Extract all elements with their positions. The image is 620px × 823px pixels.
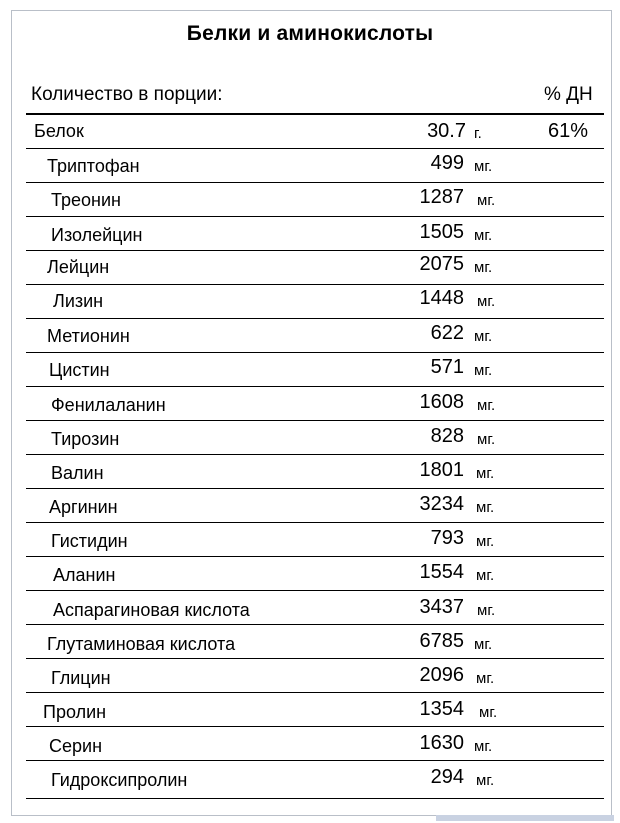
serving-label: Количество в порции: (31, 84, 223, 105)
table-row (0, 561, 620, 591)
header-divider (26, 113, 604, 115)
table-row (0, 493, 620, 523)
amino-acid-amount: 1287 (419, 186, 464, 208)
amino-acid-unit: мг. (474, 362, 493, 379)
amino-acid-name: Треонин (51, 190, 121, 210)
row-divider (26, 352, 604, 353)
amino-acid-name: Цистин (49, 360, 110, 380)
amino-acid-unit: мг. (477, 397, 496, 414)
amino-acid-name: Фенилаланин (51, 395, 166, 415)
row-divider (26, 284, 604, 285)
table-row (0, 356, 620, 386)
protein-amount: 30.7 (427, 120, 466, 142)
panel-shadow-accent (436, 815, 614, 821)
amino-acid-amount: 1354 (419, 698, 464, 720)
amino-acid-unit: мг. (474, 227, 493, 244)
amino-acid-amount: 622 (430, 322, 464, 344)
table-row (0, 391, 620, 421)
amino-acid-amount: 571 (430, 356, 464, 378)
amino-acid-unit: мг. (477, 431, 496, 448)
table-row (0, 425, 620, 455)
row-divider (26, 182, 604, 183)
amino-acid-unit: мг. (477, 192, 496, 209)
amino-acid-name: Пролин (43, 702, 107, 722)
amino-acid-unit: мг. (474, 259, 493, 276)
protein-name: Белок (34, 121, 84, 141)
protein-unit: г. (474, 125, 482, 142)
amino-acid-amount: 294 (430, 766, 464, 788)
row-divider (26, 798, 604, 799)
table-row (0, 664, 620, 694)
amino-acid-amount: 6785 (419, 630, 464, 652)
amino-acid-name: Гидроксипролин (51, 770, 188, 790)
amino-acid-unit: мг. (476, 465, 495, 482)
amino-acid-unit: мг. (476, 567, 495, 584)
amino-acid-amount: 1448 (419, 287, 464, 309)
table-row (0, 287, 620, 317)
table-row (0, 766, 620, 796)
amino-acid-name: Изолейцин (51, 225, 143, 245)
table-row (0, 630, 620, 660)
row-divider (26, 216, 604, 217)
amino-acid-name: Аргинин (49, 497, 118, 517)
amino-acid-name: Глицин (51, 668, 111, 688)
amino-acid-unit: мг. (474, 738, 493, 755)
row-divider (26, 318, 604, 319)
amino-acid-name: Лейцин (47, 257, 110, 277)
protein-daily-value: 61% (548, 120, 589, 142)
amino-acid-amount: 1554 (419, 561, 464, 583)
amino-acid-amount: 1505 (419, 221, 464, 243)
daily-value-label: % ДН (544, 84, 593, 105)
amino-acid-unit: мг. (476, 499, 495, 516)
table-row (0, 152, 620, 182)
table-row (0, 596, 620, 626)
amino-acid-unit: мг. (474, 328, 493, 345)
amino-acid-unit: мг. (479, 704, 498, 721)
table-row (0, 322, 620, 352)
table-row (0, 186, 620, 216)
amino-acid-unit: мг. (476, 670, 495, 687)
amino-acid-name: Серин (49, 736, 103, 756)
amino-acid-name: Метионин (47, 326, 130, 346)
amino-acid-amount: 3234 (419, 493, 464, 515)
amino-acid-name: Валин (51, 463, 104, 483)
table-row (0, 527, 620, 557)
amino-acid-unit: мг. (476, 533, 495, 550)
table-title: Белки и аминокислоты (186, 22, 434, 45)
amino-acid-amount: 1801 (419, 459, 464, 481)
amino-acid-name: Тирозин (51, 429, 120, 449)
amino-acid-amount: 3437 (419, 596, 464, 618)
amino-acid-amount: 1630 (419, 732, 464, 754)
row-divider (26, 386, 604, 387)
amino-acid-unit: мг. (476, 772, 495, 789)
amino-acid-amount: 828 (430, 425, 464, 447)
table-row (0, 698, 620, 728)
amino-acid-unit: мг. (474, 158, 493, 175)
table-row (0, 732, 620, 762)
protein-row (0, 118, 620, 148)
amino-acid-amount: 499 (430, 152, 464, 174)
table-row (0, 459, 620, 489)
row-divider (26, 148, 604, 149)
amino-acid-unit: мг. (477, 602, 496, 619)
amino-acid-name: Аспарагиновая кислота (53, 600, 250, 620)
amino-acid-name: Аланин (53, 565, 116, 585)
amino-acid-name: Гистидин (51, 531, 128, 551)
amino-acid-name: Триптофан (47, 156, 140, 176)
amino-acid-unit: мг. (477, 293, 496, 310)
amino-acid-name: Лизин (53, 291, 104, 311)
amino-acid-amount: 2075 (419, 253, 464, 275)
table-row (0, 253, 620, 283)
amino-acid-amount: 1608 (419, 391, 464, 413)
table-row (0, 221, 620, 251)
amino-acid-name: Глутаминовая кислота (47, 634, 236, 654)
amino-acid-amount: 2096 (419, 664, 464, 686)
amino-acid-amount: 793 (430, 527, 464, 549)
amino-acid-unit: мг. (474, 636, 493, 653)
